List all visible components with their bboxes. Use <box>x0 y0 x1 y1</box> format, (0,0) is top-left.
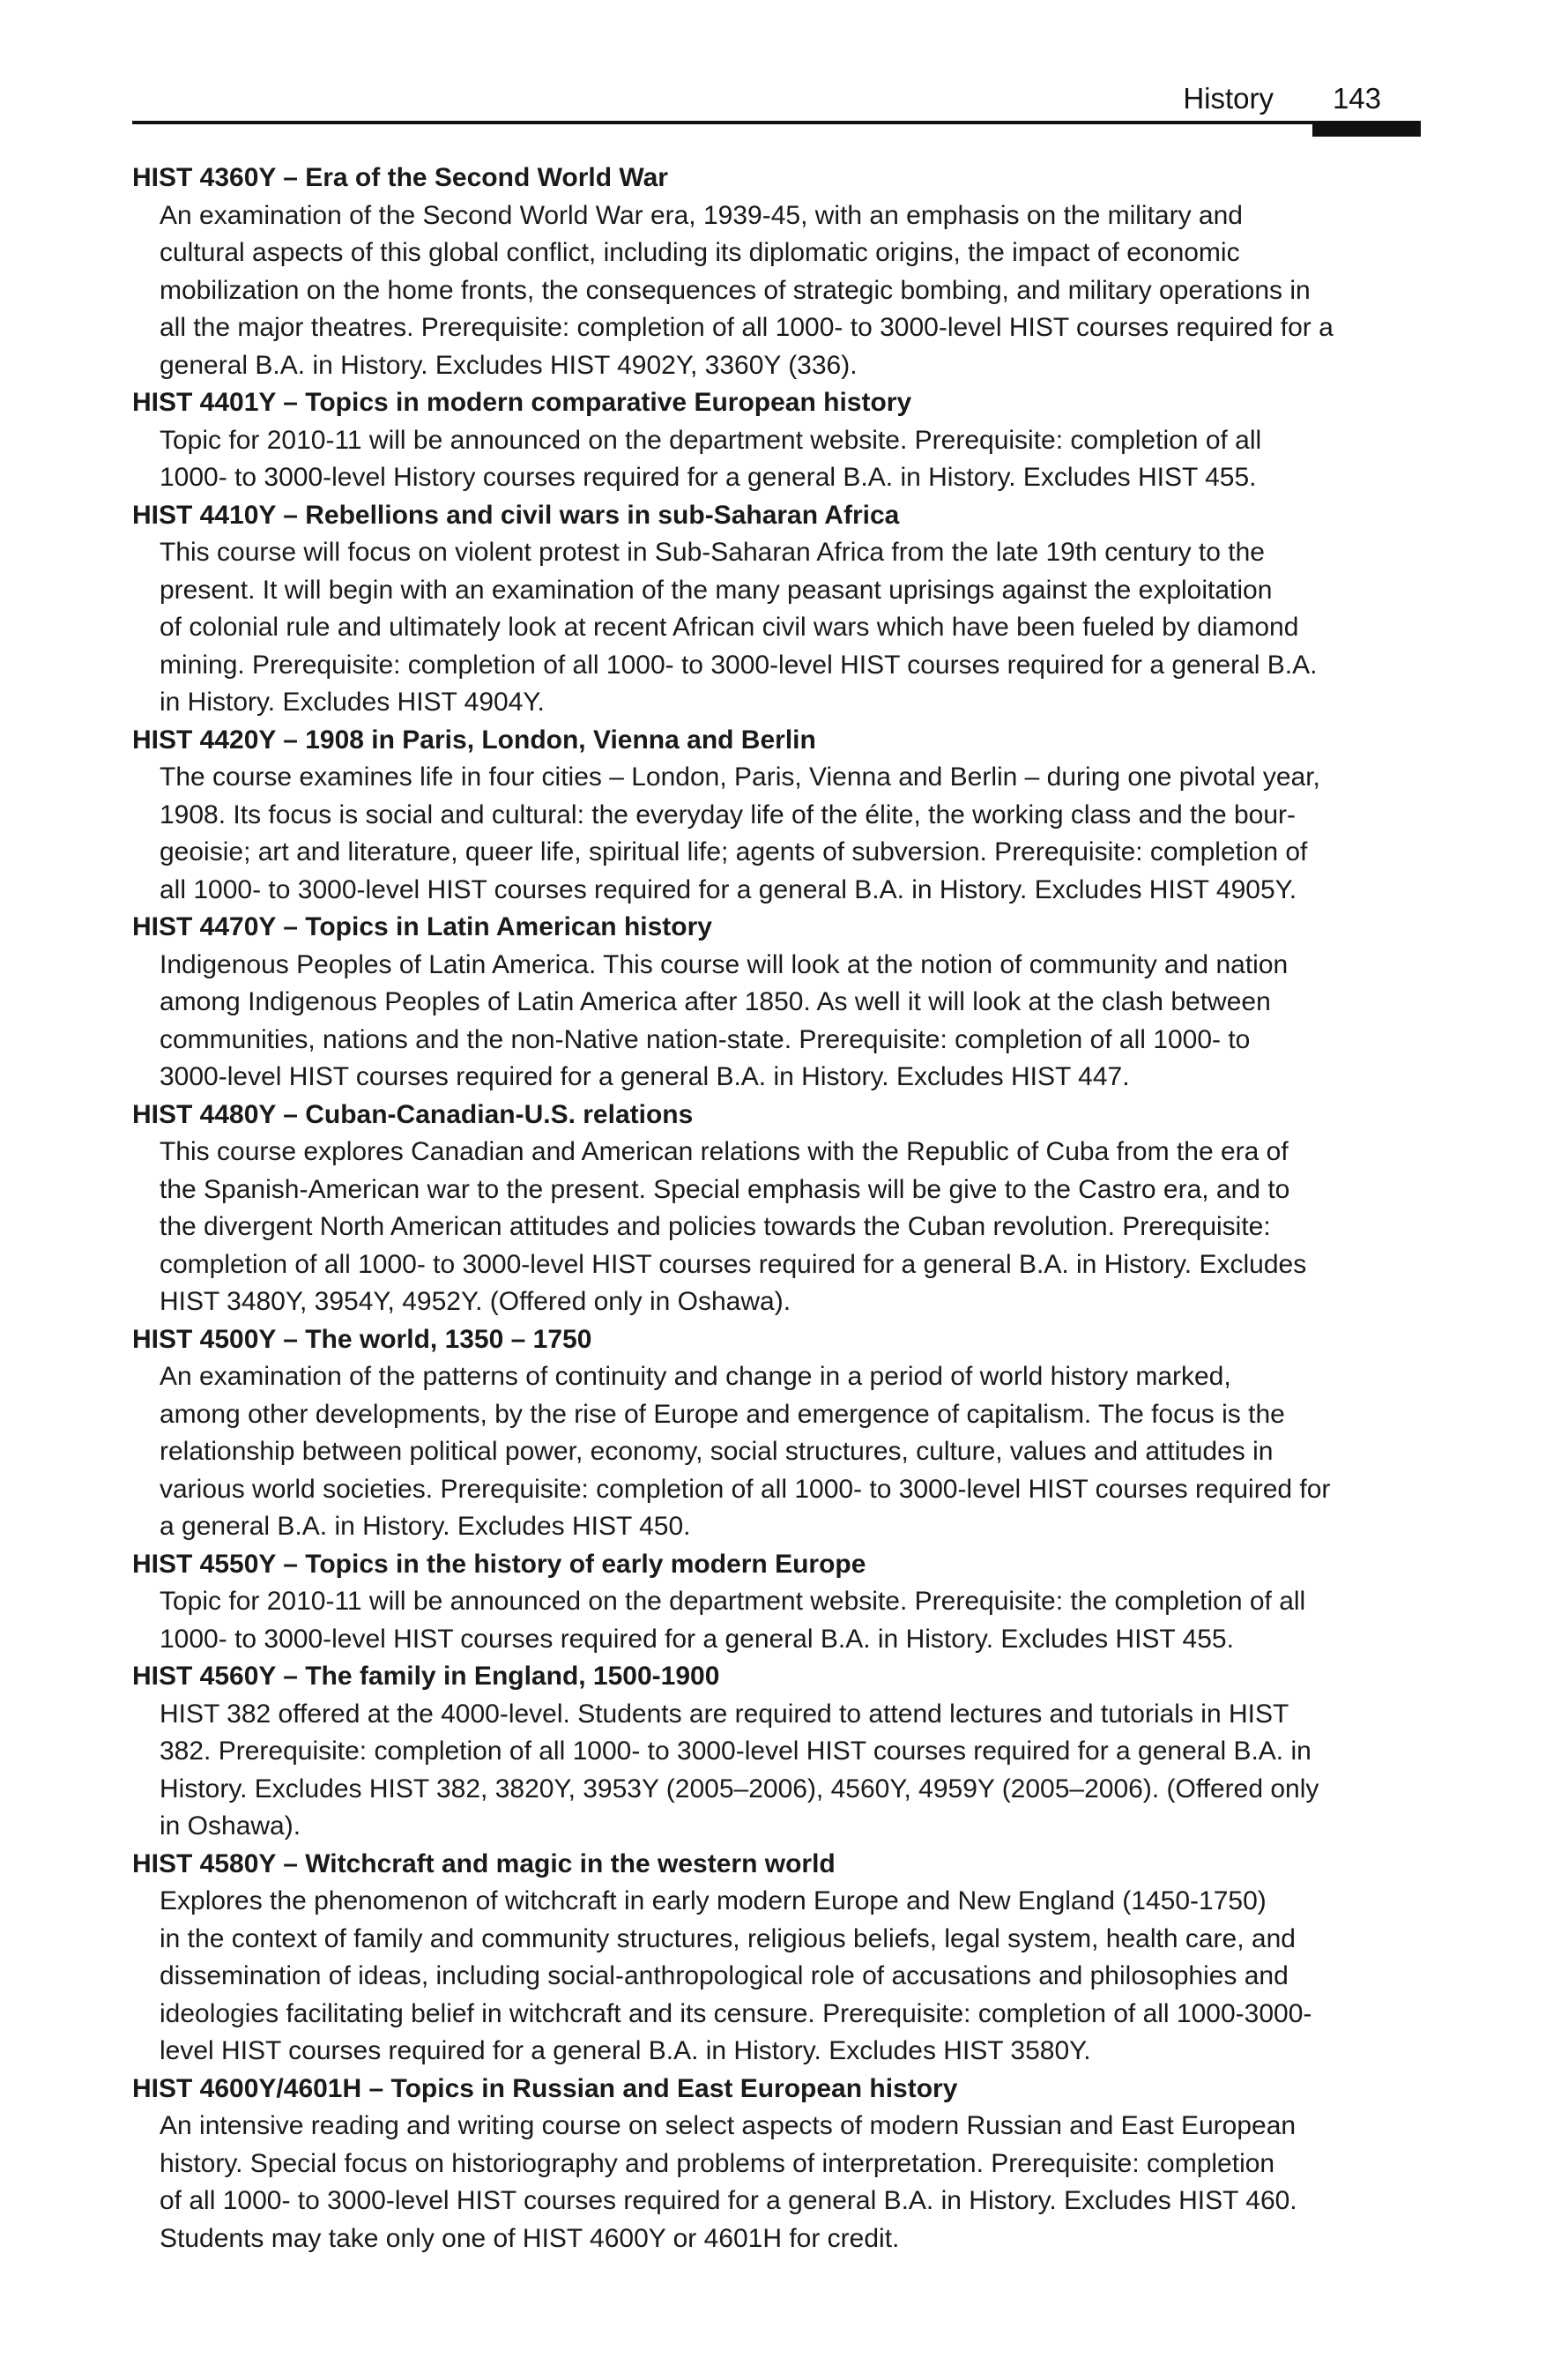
description-line: The course examines life in four cities – London, Paris, Vienna and Berlin – during one pivotal year, <box>160 762 1320 792</box>
course-description <box>160 1583 1421 1658</box>
course-description <box>160 1883 1421 2071</box>
description-line: in History. Excludes HIST 4904Y. <box>160 688 545 717</box>
course-entry <box>132 1846 1421 2071</box>
course-description <box>160 534 1421 722</box>
course-entry <box>132 909 1421 1097</box>
course-entry <box>132 1546 1421 1659</box>
description-line: communities, nations and the non-Native nation-state. Prerequisite: completion of all 1000- to <box>160 1024 1251 1054</box>
course-description <box>160 759 1421 909</box>
course-description <box>160 1696 1421 1846</box>
course-entry <box>132 1321 1421 1546</box>
course-entry <box>132 497 1421 722</box>
course-entry <box>132 384 1421 497</box>
description-line: 1908. Its focus is social and cultural: the everyday life of the élite, the working class and the bour- <box>160 800 1297 829</box>
description-line: Explores the phenomenon of witchcraft in early modern Europe and New England (1450-1750) <box>160 1886 1267 1915</box>
description-line: Students may take only one of HIST 4600Y or 4601H for credit. <box>160 2223 900 2253</box>
course-title: HIST 4600Y/4601H – Topics in Russian and East European history <box>132 2073 958 2103</box>
course-title: HIST 4580Y – Witchcraft and magic in the western world <box>132 1848 836 1878</box>
description-line: 1000- to 3000-level History courses required for a general B.A. in History. Excludes HIST 455. <box>160 463 1257 492</box>
description-line: dissemination of ideas, including social-anthropological role of accusations and philosophies and <box>160 1961 1289 1990</box>
course-description <box>160 1134 1421 1321</box>
description-line: This course will focus on violent protest in Sub-Saharan Africa from the late 19th century to the <box>160 538 1265 567</box>
course-description <box>160 947 1421 1097</box>
course-title: HIST 4401Y – Topics in modern comparative European history <box>132 388 912 417</box>
description-line: history. Special focus on historiography and problems of interpretation. Prerequisite: completion <box>160 2148 1275 2178</box>
description-line: all 1000- to 3000-level HIST courses required for a general B.A. in History. Excludes HIST 4905Y. <box>160 874 1297 904</box>
description-line: This course explores Canadian and American relations with the Republic of Cuba from the era of <box>160 1137 1289 1166</box>
description-line: various world societies. Prerequisite: completion of all 1000- to 3000-level HIST courses required for <box>160 1474 1331 1504</box>
course-list <box>132 160 1421 2257</box>
description-line: HIST 3480Y, 3954Y, 4952Y. (Offered only in Oshawa). <box>160 1287 791 1316</box>
description-line: Topic for 2010-11 will be announced on the department website. Prerequisite: the completion of all <box>160 1587 1306 1616</box>
course-title: HIST 4360Y – Era of the Second World War <box>132 163 668 192</box>
header-rule <box>132 121 1421 124</box>
description-line: level HIST courses required for a general B.A. in History. Excludes HIST 3580Y. <box>160 2036 1091 2065</box>
description-line: among other developments, by the rise of Europe and emergence of capitalism. The focus is the <box>160 1399 1285 1429</box>
description-line: mining. Prerequisite: completion of all 1000- to 3000-level HIST courses required for a general B.A. <box>160 650 1318 680</box>
page-number: 143 <box>1332 82 1381 115</box>
description-line: of colonial rule and ultimately look at recent African civil wars which have been fueled by diamond <box>160 613 1299 642</box>
description-line: An intensive reading and writing course on select aspects of modern Russian and East European <box>160 2111 1297 2140</box>
description-line: An examination of the patterns of continuity and change in a period of world history marked, <box>160 1362 1231 1391</box>
running-head-section: History <box>1183 82 1274 115</box>
description-line: completion of all 1000- to 3000-level HIST courses required for a general B.A. in History. Excludes <box>160 1249 1307 1279</box>
description-line: among Indigenous Peoples of Latin America after 1850. As well it will look at the clash between <box>160 987 1271 1016</box>
header-thick-rule <box>1312 124 1421 137</box>
page-header <box>132 81 1421 125</box>
description-line: in Oshawa). <box>160 1811 301 1841</box>
description-line: the divergent North American attitudes and policies towards the Cuban revolution. Prerequisite: <box>160 1212 1271 1241</box>
course-entry <box>132 160 1421 384</box>
description-line: Topic for 2010-11 will be announced on the department website. Prerequisite: completion of all <box>160 425 1262 455</box>
description-line: Indigenous Peoples of Latin America. This course will look at the notion of community and nation <box>160 949 1289 979</box>
course-entry <box>132 2071 1421 2258</box>
description-line: present. It will begin with an examination of the many peasant uprisings against the exploitation <box>160 575 1273 605</box>
course-title: HIST 4410Y – Rebellions and civil wars in sub-Saharan Africa <box>132 500 900 530</box>
course-description <box>160 2108 1421 2257</box>
course-entry <box>132 1097 1421 1321</box>
description-line: cultural aspects of this global conflict, including its diplomatic origins, the impact of economic <box>160 238 1240 267</box>
description-line: 382. Prerequisite: completion of all 1000- to 3000-level HIST courses required for a general B.A. in <box>160 1737 1312 1766</box>
course-title: HIST 4480Y – Cuban-Canadian-U.S. relations <box>132 1099 694 1129</box>
description-line: geoisie; art and literature, queer life, spiritual life; agents of subversion. Prerequisite: completion of <box>160 837 1308 866</box>
description-line: relationship between political power, economy, social structures, culture, values and attitudes in <box>160 1437 1274 1466</box>
description-line: ideologies facilitating belief in witchcraft and its censure. Prerequisite: completion of all 1000-3000- <box>160 1998 1312 2028</box>
course-title: HIST 4470Y – Topics in Latin American history <box>132 912 712 941</box>
course-description <box>160 1358 1421 1546</box>
description-line: the Spanish-American war to the present. Special emphasis will be give to the Castro era, and to <box>160 1174 1290 1204</box>
description-line: 3000-level HIST courses required for a general B.A. in History. Excludes HIST 447. <box>160 1062 1130 1091</box>
description-line: a general B.A. in History. Excludes HIST 450. <box>160 1512 691 1541</box>
course-title: HIST 4420Y – 1908 in Paris, London, Vienna and Berlin <box>132 725 816 755</box>
description-line: 1000- to 3000-level HIST courses required for a general B.A. in History. Excludes HIST 455. <box>160 1624 1234 1654</box>
description-line: HIST 382 offered at the 4000-level. Students are required to attend lectures and tutorials in HIST <box>160 1699 1289 1729</box>
course-entry <box>132 1658 1421 1846</box>
course-title: HIST 4560Y – The family in England, 1500-1900 <box>132 1662 720 1691</box>
description-line: general B.A. in History. Excludes HIST 4902Y, 3360Y (336). <box>160 350 858 380</box>
description-line: in the context of family and community structures, religious beliefs, legal system, health care, and <box>160 1923 1296 1953</box>
description-line: History. Excludes HIST 382, 3820Y, 3953Y (2005–2006), 4560Y, 4959Y (2005–2006). (Offered only <box>160 1774 1319 1804</box>
course-title: HIST 4550Y – Topics in the history of early modern Europe <box>132 1549 866 1579</box>
course-entry <box>132 722 1421 910</box>
description-line: mobilization on the home fronts, the consequences of strategic bombing, and military operations in <box>160 275 1311 305</box>
course-title: HIST 4500Y – The world, 1350 – 1750 <box>132 1324 592 1354</box>
description-line: An examination of the Second World War era, 1939-45, with an emphasis on the military and <box>160 200 1243 230</box>
course-description <box>160 422 1421 497</box>
description-line: of all 1000- to 3000-level HIST courses required for a general B.A. in History. Excludes HIST 460. <box>160 2186 1297 2215</box>
description-line: all the major theatres. Prerequisite: completion of all 1000- to 3000-level HIST courses required for a <box>160 313 1334 342</box>
course-description <box>160 197 1421 385</box>
